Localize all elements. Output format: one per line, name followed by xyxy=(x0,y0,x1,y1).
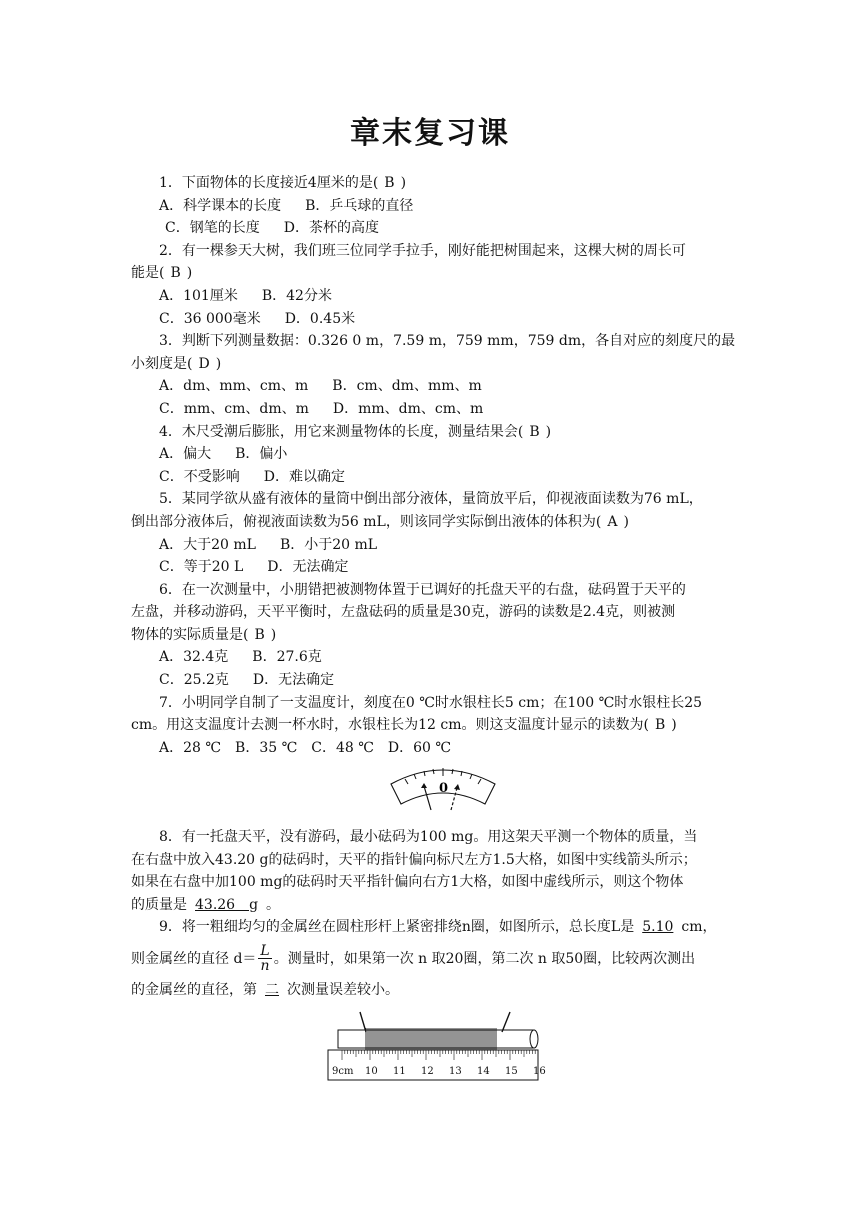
ruler-label: 16 xyxy=(533,1066,546,1077)
question-5-options-row2 xyxy=(131,556,731,579)
paren-close: ) xyxy=(400,175,407,191)
page-title: 章末复习课 xyxy=(350,116,510,151)
question-3-stem-cont xyxy=(131,353,731,376)
question-5-stem: 5．某同学欲从盛有液体的量筒中倒出部分液体，量筒放平后，仰视液面读数为76 mL， xyxy=(159,491,703,508)
option-b: B．27.6克 xyxy=(252,649,322,666)
question-6-stem-cont: 左盘，并移动游码，天平平衡时，左盘砝码的质量是30克，游码的读数是2.4克，则被测 xyxy=(131,604,676,621)
paren-close: ) xyxy=(270,626,277,643)
question-text: cm。用这支温度计去测一杯水时，水银柱长为12 cm。则这支温度计显示的读数为( xyxy=(131,717,649,734)
ruler-label: 11 xyxy=(393,1066,406,1077)
question-6-stem-cont2 xyxy=(131,624,731,647)
question-text: 则金属丝的直径 d＝ xyxy=(131,950,257,967)
question-7-stem-cont xyxy=(131,714,731,737)
balance-scale-figure xyxy=(387,762,499,812)
question-5-options-row1 xyxy=(131,534,731,557)
question-2-stem: 2．有一棵参天大树，我们班三位同学手拉手，刚好能把树围起来，这棵大树的周长可 xyxy=(159,242,686,259)
question-text: 4．木尺受潮后膨胀，用它来测量物体的长度，测量结果会( xyxy=(159,423,524,440)
answer: B xyxy=(529,423,540,440)
question-1-options-row2 xyxy=(131,217,731,240)
answer-blank: 二 xyxy=(265,981,279,998)
question-7-options: A．28 ℃ B．35 ℃ C．48 ℃ D．60 ℃ xyxy=(159,739,452,756)
question-list-lower xyxy=(131,826,731,1002)
option-a: A．大于20 mL xyxy=(159,536,256,553)
question-1-options-row1 xyxy=(131,195,731,218)
question-text: 1．下面物体的长度接近4厘米的是( xyxy=(159,175,379,191)
paren-close: ) xyxy=(215,355,222,372)
paren-close: ) xyxy=(545,423,552,440)
question-8-line3: 如果在右盘中加100 mg的砝码时天平指针偏向右方1大格，如图中虚线所示，则这个物体 xyxy=(131,874,684,891)
question-text: 次测量误差较小。 xyxy=(287,981,399,998)
zero-label: 0 xyxy=(439,781,449,796)
option-a: A．偏大 xyxy=(159,446,212,463)
question-5-stem-cont xyxy=(131,511,731,534)
option-b: B．偏小 xyxy=(235,446,288,463)
question-1-stem xyxy=(131,172,731,195)
question-text: 。测量时，如果第一次 n 取20圈，第二次 n 取50圈，比较两次测出 xyxy=(273,950,696,967)
question-text: 倒出部分液体后，俯视液面读数为56 mL，则该同学实际倒出液体的体积为( xyxy=(131,513,602,530)
option-b: B．乒乓球的直径 xyxy=(305,197,414,214)
option-d: D．无法确定 xyxy=(252,672,335,689)
ruler-label: 14 xyxy=(477,1066,490,1077)
option-d: D．mm、dm、cm、m xyxy=(332,400,484,417)
option-c: C．36 000毫米 xyxy=(159,310,261,327)
dashed-pointer-arrow xyxy=(451,788,457,810)
question-8-line2: 在右盘中放入43.20 g的砝码时，天平的指针偏向标尺左方1.5大格，如图中实线箭头所示； xyxy=(131,851,697,868)
option-d: D．茶杯的高度 xyxy=(283,220,379,237)
question-2-options-row2 xyxy=(131,308,731,331)
paren-close: ) xyxy=(186,265,193,282)
question-6-stem: 6．在一次测量中，小朋错把被测物体置于已调好的托盘天平的右盘，砝码置于天平的 xyxy=(159,581,686,598)
fraction-denominator: n xyxy=(260,958,270,975)
question-6-options-row1 xyxy=(131,646,731,669)
option-a: A．科学课本的长度 xyxy=(159,197,282,214)
question-text: 。 xyxy=(266,896,281,913)
option-b: B．42分米 xyxy=(261,287,332,304)
question-6-options-row2 xyxy=(131,669,731,692)
answer: D xyxy=(198,355,210,372)
ruler-label: 13 xyxy=(449,1066,462,1077)
question-text: cm， xyxy=(681,919,717,936)
option-c: C．钢笔的长度 xyxy=(165,220,260,237)
question-text: 的质量是 xyxy=(131,896,187,913)
option-b: B．cm、dm、mm、m xyxy=(332,378,482,395)
question-9-line1 xyxy=(131,916,731,939)
option-a: A．dm、mm、cm、m xyxy=(159,378,309,395)
ruler-label: 9cm xyxy=(332,1066,354,1077)
paren-close: ) xyxy=(671,717,677,734)
coil-ruler-figure xyxy=(326,1010,546,1084)
question-9-line3 xyxy=(131,979,731,1002)
question-8-line4 xyxy=(131,894,731,917)
question-3-options-row2 xyxy=(131,398,731,421)
question-4-options-row1 xyxy=(131,443,731,466)
option-c: C．不受影响 xyxy=(159,468,240,485)
answer: B xyxy=(254,626,265,643)
question-8-line1: 8．有一托盘天平，没有游码，最小砝码为100 mg。用这架天平测一个物体的质量，当 xyxy=(159,829,698,845)
question-3-stem: 3．判断下列测量数据：0.326 0 m，7.59 m，759 mm，759 dm，各自对应的刻度尺的最 xyxy=(159,333,736,350)
answer: B xyxy=(170,265,181,282)
option-a: A．101厘米 xyxy=(159,287,238,304)
question-list xyxy=(131,172,736,759)
option-d: D．难以确定 xyxy=(263,468,345,485)
question-text: 能是( xyxy=(131,265,165,282)
fraction-numerator: L xyxy=(260,943,270,960)
question-9-line2 xyxy=(131,939,731,979)
answer: B xyxy=(654,717,666,734)
ruler-label: 10 xyxy=(365,1066,378,1077)
question-4-options-row2 xyxy=(131,466,731,489)
answer-blank: 5.10 xyxy=(642,919,674,936)
question-2-options-row1 xyxy=(131,285,731,308)
solid-pointer-arrow xyxy=(424,786,431,810)
left-marker-line xyxy=(360,1012,366,1032)
option-d: D．0.45米 xyxy=(284,310,356,327)
question-text: 9．将一粗细均匀的金属丝在圆柱形杆上紧密排绕n圈，如图所示，总长度L是 xyxy=(159,919,635,936)
ruler-label: 15 xyxy=(505,1066,518,1077)
fraction-l-over-n xyxy=(258,944,271,973)
answer-blank: 43.26 g xyxy=(195,896,259,913)
question-4-stem xyxy=(131,421,731,444)
option-b: B．小于20 mL xyxy=(279,536,378,553)
option-c: C．mm、cm、dm、m xyxy=(159,400,309,417)
option-d: D．无法确定 xyxy=(267,559,349,576)
option-c: C．等于20 L xyxy=(159,559,244,576)
paren-close: ) xyxy=(623,513,629,530)
question-text: 小刻度是( xyxy=(131,355,193,372)
answer: A xyxy=(607,513,618,530)
question-2-stem-cont xyxy=(131,262,731,285)
question-text: 的金属丝的直径，第 xyxy=(131,981,257,998)
option-a: A．32.4克 xyxy=(159,649,229,666)
question-text: 物体的实际质量是( xyxy=(131,626,249,643)
question-7-stem: 7．小明同学自制了一支温度计，刻度在0 ℃时水银柱长5 cm；在100 ℃时水银柱长25 xyxy=(159,694,703,711)
answer: B xyxy=(384,175,395,191)
option-c: C．25.2克 xyxy=(159,672,229,689)
question-3-options-row1 xyxy=(131,375,731,398)
right-marker-line xyxy=(502,1012,510,1032)
ruler-label: 12 xyxy=(421,1066,434,1077)
